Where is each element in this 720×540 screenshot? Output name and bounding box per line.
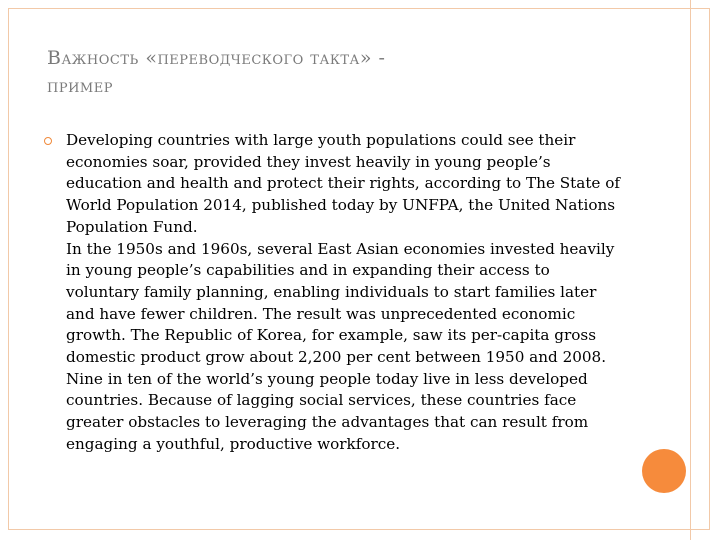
bullet-icon: [44, 137, 52, 145]
title-line-2: пример: [47, 75, 113, 97]
paragraph-1: Developing countries with large youth populations could see their economies soar, provided they invest heavily in young people’s education and health and protect their rights, according to The State of World Population 2014, published today by UNFPA, the United Nations Population Fund.: [66, 131, 621, 236]
paragraph-2: In the 1950s and 1960s, several East Asian economies invested heavily in young people’s capabilities and in expanding their access to voluntary family planning, enabling individuals to start families later and have fewer children. The result was unprecedented economic growth. The Republic of Korea, for example, saw its per-capita gross domestic product grow about 2,200 per cent between 1950 and 2008. Nine in ten of the world’s young people today live in less developed countries. Because of lagging social services, these countries face greater obstacles to leveraging the advantages that can result from engaging a youthful, productive workforce.: [66, 239, 615, 453]
title-line-1: Важность «переводческого такта» -: [47, 47, 386, 69]
vertical-accent-line: [690, 0, 691, 540]
slide-body-text: [66, 130, 626, 456]
orange-circle-decoration: [642, 449, 686, 493]
slide-title: [47, 42, 647, 98]
